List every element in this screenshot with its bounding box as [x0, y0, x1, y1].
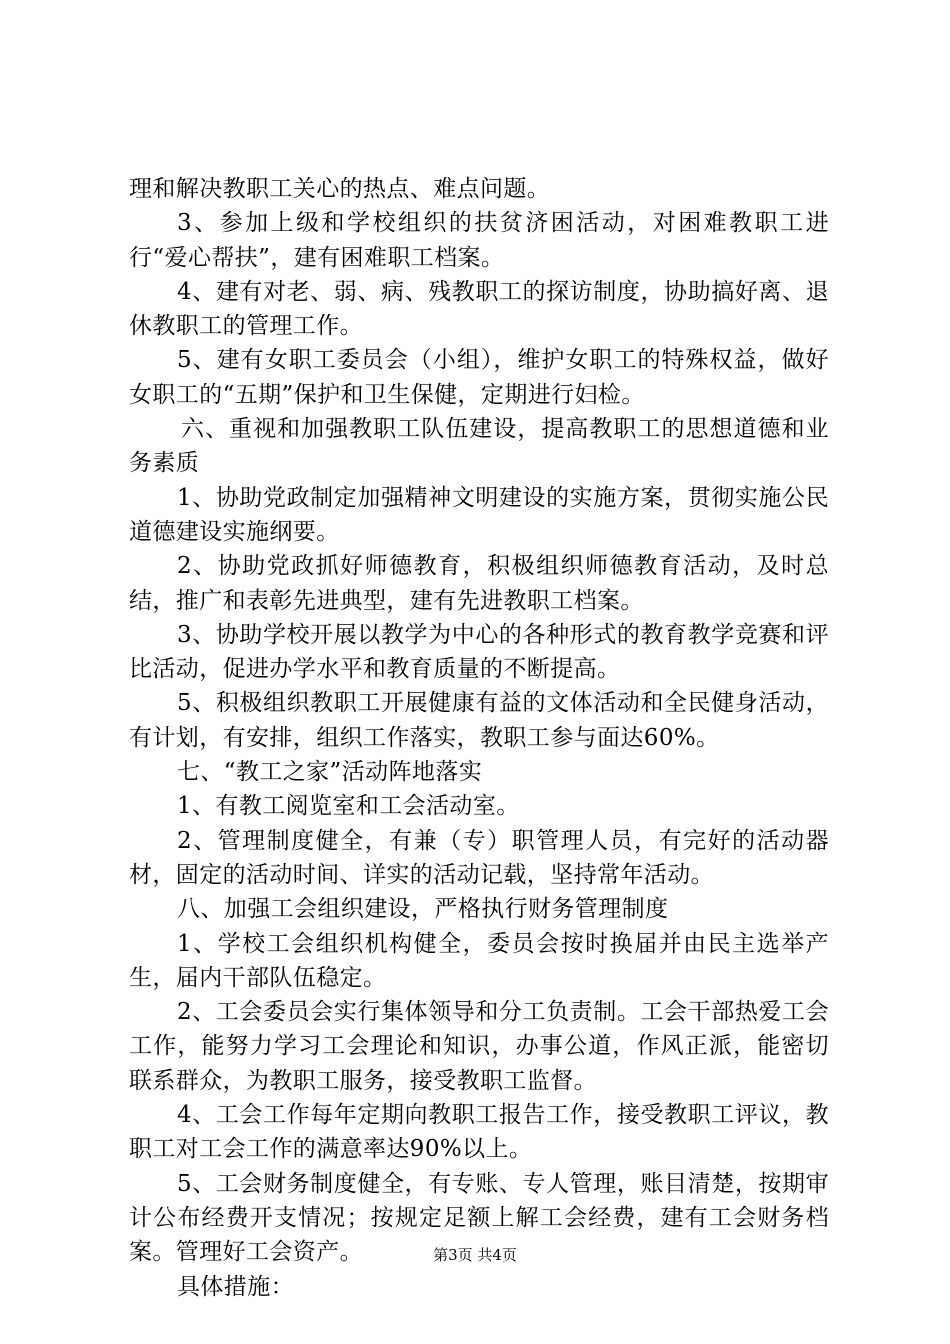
paragraph-item-1-reading-room: 1、有教工阅览室和工会活动室。	[177, 793, 520, 820]
section-heading-eight: 八、加强工会组织建设，严格执行财务管理制度	[177, 896, 669, 923]
paragraph-specific-measures: 具体措施：	[177, 1273, 294, 1300]
paragraph-item-3-teaching-contests: 3、协助学校开展以教学为中心的各种形式的教育教学竞赛和评比活动，促进办学水平和教育质量的不断提高。	[129, 621, 829, 683]
paragraph-item-1-civilization-plan: 1、协助党政制定加强精神文明建设的实施方案，贯彻实施公民道德建设实施纲要。	[129, 484, 829, 545]
document-body	[129, 172, 829, 1304]
paragraph-item-4-annual-report: 4、工会工作每年定期向教职工报告工作，接受教职工评议，教职工对工会工作的满意率达90%以上。	[129, 1102, 829, 1163]
paragraph-item-2-teacher-ethics: 2、协助党政抓好师德教育，积极组织师德教育活动，及时总结，推广和表彰先进典型，建有先进教职工档案。	[129, 553, 829, 614]
section-heading-six: 六、重视和加强教职工队伍建设，提高教职工的思想道德和业务素质	[129, 416, 829, 477]
paragraph-item-5-finance-system: 5、工会财务制度健全，有专账、专人管理，账目清楚，按期审计公布经费开支情况；按规定足额上解工会经费，建有工会财务档案。管理好工会资产。	[129, 1170, 829, 1266]
paragraph-item-3-poverty-relief: 3、参加上级和学校组织的扶贫济困活动，对困难教职工进行“爱心帮扶”，建有困难职工档案。	[129, 210, 829, 271]
page-footer	[0, 1245, 950, 1265]
paragraph-continuation: 理和解决教职工关心的热点、难点问题。	[129, 176, 551, 202]
paragraph-item-5-women-committee: 5、建有女职工委员会（小组），维护女职工的特殊权益，做好女职工的“五期”保护和卫生保健，定期进行妇检。	[129, 347, 829, 408]
paragraph-item-2-management-system: 2、管理制度健全，有兼（专）职管理人员，有完好的活动器材，固定的活动时间、详实的活动记载，坚持常年活动。	[129, 827, 829, 888]
page-number-label: 第3页 共4页	[433, 1246, 517, 1264]
section-heading-seven: 七、“教工之家”活动阵地落实	[177, 759, 483, 786]
paragraph-item-5-sports-activities: 5、积极组织教职工开展健康有益的文体活动和全民健身活动，有计划，有安排，组织工作落实，教职工参与面达60%。	[129, 690, 829, 751]
paragraph-item-4-visiting-system: 4、建有对老、弱、病、残教职工的探访制度，协助搞好离、退休教职工的管理工作。	[129, 278, 829, 340]
paragraph-item-2-collective-leadership: 2、工会委员会实行集体领导和分工负责制。工会干部热爱工会工作，能努力学习工会理论和知识，办事公道，作风正派，能密切联系群众，为教职工服务，接受教职工监督。	[129, 999, 829, 1094]
paragraph-item-1-union-organization: 1、学校工会组织机构健全，委员会按时换届并由民主选举产生，届内干部队伍稳定。	[129, 930, 829, 991]
